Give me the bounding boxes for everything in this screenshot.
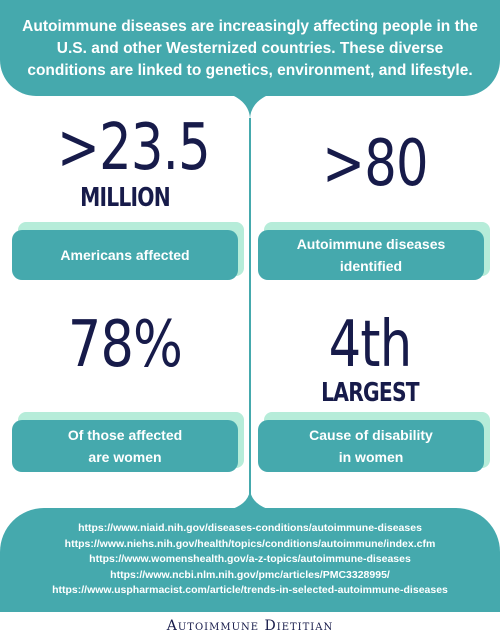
stat-3-value: 78% xyxy=(67,308,183,382)
source-link[interactable]: https://www.niaid.nih.gov/diseases-conditions/autoimmune-diseases xyxy=(78,522,422,534)
source-link[interactable]: https://www.ncbi.nlm.nih.gov/pmc/articles/PMC3328995/ xyxy=(110,568,390,581)
stat-2 xyxy=(290,127,460,201)
stat-2-caption-line-2: identified xyxy=(339,258,403,274)
stat-4-card xyxy=(258,420,484,472)
stat-3-caption-line-2: are women xyxy=(88,449,162,465)
stat-1-card xyxy=(12,230,238,280)
source-link[interactable]: https://www.womenshealth.gov/a-z-topics/autoimmune-diseases xyxy=(89,553,411,565)
stat-2-caption-line-1: Autoimmune diseases xyxy=(296,236,446,252)
stat-2-value: >80 xyxy=(322,127,428,201)
header-text: Autoimmune diseases are increasingly affecting people in the U.S. and other Westernized countries. These diverse conditions are linked to genetics, environment, and lifestyle. xyxy=(22,18,478,79)
stat-1-value: >23.5 xyxy=(57,111,210,185)
source-link[interactable]: https://www.uspharmacist.com/article/trends-in-selected-autoimmune-diseases xyxy=(52,584,448,596)
stat-4-unit: LARGEST xyxy=(321,378,419,408)
source-list xyxy=(0,521,500,599)
stat-1-unit: MILLION xyxy=(80,183,170,213)
stat-2-card xyxy=(258,230,484,280)
brand-name: Autoimmune Dietitian xyxy=(166,618,334,634)
source-link[interactable]: https://www.niehs.nih.gov/health/topics/conditions/autoimmune/index.cfm xyxy=(64,537,436,550)
stat-4-caption-line-2: in women xyxy=(338,449,404,465)
header-notch xyxy=(224,92,276,120)
stat-3 xyxy=(30,308,220,382)
stat-3-caption-line-1: Of those affected xyxy=(67,427,183,443)
stat-3-card xyxy=(12,420,238,472)
stat-1-caption-line-1: Americans affected xyxy=(60,247,190,263)
stat-1 xyxy=(40,111,210,213)
stat-4-caption-line-1: Cause of disability xyxy=(309,427,433,443)
stat-4 xyxy=(280,308,460,408)
stat-4-value: 4th xyxy=(328,308,412,382)
